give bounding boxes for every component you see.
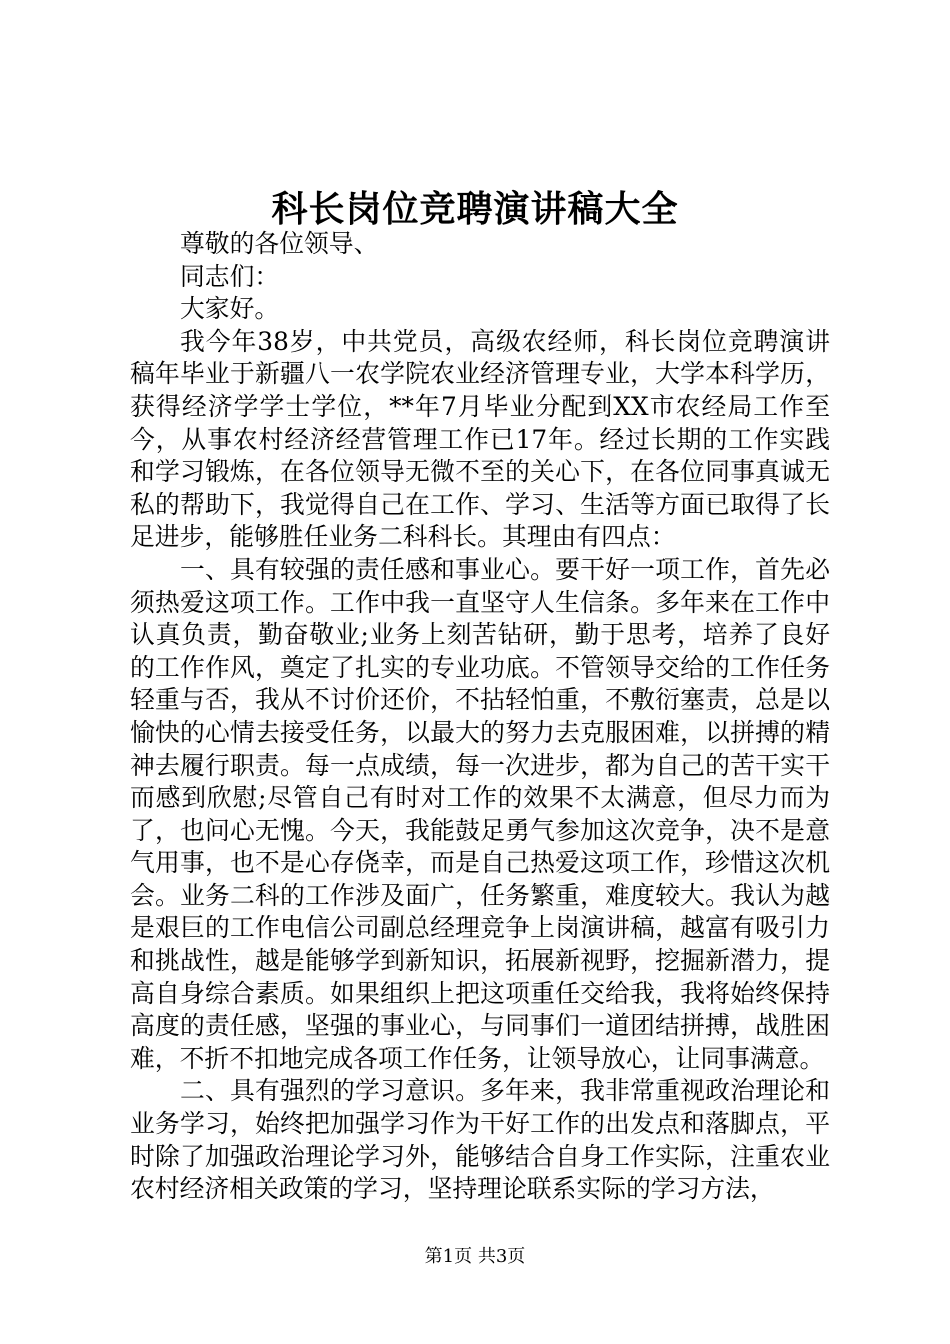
paragraph-introduction: 我今年38岁，中共党员，高级农经师，科长岗位竞聘演讲稿年毕业于新疆八一农学院农业经济管理专业，大学本科学历，获得经济学学士学位，**年7月毕业分配到XX市农经局工作至今，从事农村经济经营管理工作已17年。经过长期的工作实践和学习锻炼，在各位领导无微不至的关心下，在各位同事真诚无私的帮助下，我觉得自己在工作、学习、生活等方面已取得了长足进步，能够胜任业务二科科长。其理由有四点： bbox=[130, 326, 830, 552]
page-title: 科长岗位竞聘演讲稿大全 bbox=[271, 188, 679, 230]
paragraph-salutation: 尊敬的各位领导、 bbox=[180, 229, 379, 258]
paragraph-comrades: 同志们： bbox=[180, 261, 280, 291]
document-body bbox=[130, 228, 830, 1206]
paragraph-greeting: 大家好。 bbox=[180, 294, 280, 324]
paragraph-point-two: 二、具有强烈的学习意识。多年来，我非常重视政治理论和业务学习，始终把加强学习作为干好工作的出发点和落脚点，平时除了加强政治理论学习外，能够结合自身工作实际，注重农业农村经济相关政策的学习，坚持理论联系实际的学习方法， bbox=[130, 1076, 830, 1204]
paragraph-point-one: 一、具有较强的责任感和事业心。要干好一项工作，首先必须热爱这项工作。工作中我一直坚守人生信条。多年来在工作中认真负责，勤奋敬业;业务上刻苦钻研，勤于思考，培养了良好的工作作风，奠定了扎实的专业功底。不管领导交给的工作任务轻重与否，我从不讨价还价，不拈轻怕重，不敷衍塞责，总是以愉快的心情去接受任务，以最大的努力去克服困难，以拼搏的精神去履行职责。每一点成绩，每一次进步，都为自己的苦干实干而感到欣慰;尽管自己有时对工作的效果不太满意，但尽力而为了，也问心无愧。今天，我能鼓足勇气参加这次竞争，决不是意气用事，也不是心存侥幸，而是自己热爱这项工作，珍惜这次机会。业务二科的工作涉及面广，任务繁重，难度较大。我认为越是艰巨的工作电信公司副总经理竞争上岗演讲稿，越富有吸引力和挑战性，越是能够学到新知识，拓展新视野，挖掘新潜力，提高自身综合素质。如果组织上把这项重任交给我，我将始终保持高度的责任感，坚强的事业心，与同事们一道团结拼搏，战胜困难，不折不扣地完成各项工作任务，让领导放心，让同事满意。 bbox=[130, 554, 830, 1073]
page-footer: 第1页 共3页 bbox=[424, 1246, 526, 1267]
